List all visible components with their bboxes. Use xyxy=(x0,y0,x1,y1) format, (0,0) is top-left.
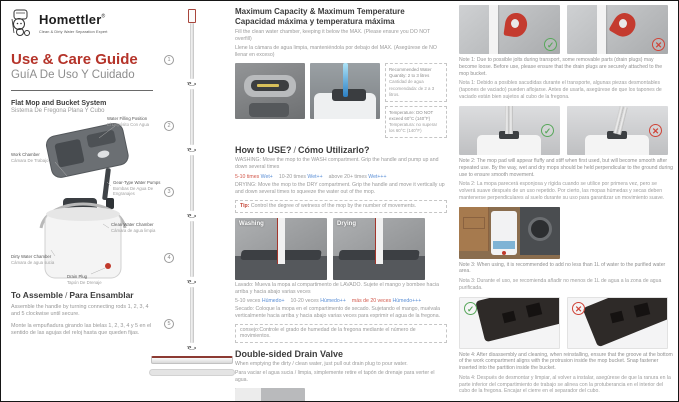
step-number-1: 1 xyxy=(164,55,174,65)
times-value: 5-10 veces xyxy=(235,297,261,304)
max-line-icon xyxy=(257,84,279,87)
wet-level: Wet+++ xyxy=(368,173,387,180)
assemble-section xyxy=(11,290,161,337)
rotate-joint-4 xyxy=(187,277,196,287)
drain-plug-photo xyxy=(235,388,305,402)
assemble-heading-es: Para Ensamblar xyxy=(69,290,134,300)
rotate-arrow-icon: ↻ xyxy=(186,146,198,153)
times-value: 10-20 veces xyxy=(290,297,319,304)
capacity-body-es: Llene la cámara de agua limpia, manteniéndola por debajo del MAX. (Asegúrese de NO llenar en exceso) xyxy=(235,45,437,59)
brand-name: Homettler xyxy=(39,12,102,27)
note-3-es: Nota 3: Durante el uso, se recomienda añadir no menos de 1L de agua a la zona de agua purificada. xyxy=(459,277,662,291)
drain-plug-correct-photo xyxy=(459,5,560,54)
check-icon: ✓ xyxy=(541,124,554,137)
rotate-arrow-icon: ↻ xyxy=(186,278,198,285)
mop-grip-icon xyxy=(188,9,196,23)
wet-level: Wet+ xyxy=(260,173,273,180)
washing-instructions-es: Lavado: Mueva la mopa al compartimento de LAVADO. Sujete el mango y bombee hacia arriba y hacia abajo varias veces xyxy=(235,281,439,295)
pole-segment-4 xyxy=(190,221,194,277)
tip-box xyxy=(235,200,447,213)
bucket-edge-icon xyxy=(489,5,498,54)
wet-level: Húmedo+ xyxy=(261,297,285,304)
mop-pole-icon xyxy=(505,106,513,134)
note-2-en: Note 2: The mop pad will appear fluffy and stiff when first used, but will become smooth after repeated use. By the way, wet and dry mops should be held perpendicular to the ground during use to ensure smooth movement. xyxy=(459,157,673,178)
mop-upright-correct-photo xyxy=(459,106,560,155)
water-pouring-photo xyxy=(310,63,380,119)
temperature-box xyxy=(385,106,447,139)
label-es: Tapón De Drenaje xyxy=(67,279,102,285)
note-3 xyxy=(459,207,673,292)
note-2-es: Nota 2: La mopa parecerá esponjosa y rígida cuando se utilice por primera vez, pero se volverá suave después de un uso repetido. Por cierto, las mopas húmedas y secas deben mantenerse perpendiculares al suelo durante su uso para garantizar un movimiento suave. xyxy=(459,180,665,201)
drain-plug-wrong-photo xyxy=(567,5,668,54)
water-purifier-photo xyxy=(459,207,560,259)
bucket-interior-photo xyxy=(235,63,305,119)
brand-block xyxy=(39,9,108,34)
label-en: Clean Water Chamber xyxy=(111,222,154,227)
page-subtitle: GuíA De Uso Y Cuidado xyxy=(11,69,135,81)
bucket-edge-icon xyxy=(597,5,606,54)
water-quantity-box xyxy=(385,63,447,102)
water-quantity-en: Recommended Water Quantity: 2 to 3 litres xyxy=(389,67,432,79)
tip-label: Tip: xyxy=(240,203,250,210)
step-number-2: 2 xyxy=(164,121,174,131)
times-value: 10-20 times xyxy=(278,173,306,180)
capacity-info-boxes xyxy=(385,63,447,138)
mop-tilted-wrong-photo xyxy=(567,106,668,155)
wet-level: Húmedo+++ xyxy=(392,297,422,304)
times-value: 5-10 times xyxy=(235,173,260,180)
temperature-en: Temperature: DO NOT exceed 60°C (140°F) xyxy=(389,109,434,121)
check-icon: ✓ xyxy=(544,38,557,51)
bucket-diagram xyxy=(11,116,161,286)
registered-mark: ® xyxy=(101,13,106,20)
note-3-en: Note 3: When using, it is recommended to add no less than 1L of water to the purified water area. xyxy=(459,261,666,275)
groove-icon xyxy=(610,310,624,323)
mop-pole-illustration xyxy=(149,9,235,399)
bucket-corner-icon xyxy=(235,388,261,402)
work-compartment-icon xyxy=(582,297,668,347)
assemble-heading xyxy=(11,290,161,300)
note-1 xyxy=(459,5,673,101)
note-2 xyxy=(459,106,673,202)
step-number-3: 3 xyxy=(164,187,174,197)
rotate-joint-1 xyxy=(187,79,196,89)
rotate-joint-3 xyxy=(187,211,196,221)
drying-instructions-es: Secado: Coloque la mopa en el compartimento de secado. Sujetando el mango, muévala verticalmente hacia arriba y hacia abajo varias veces para exprimir el agua de la fregona. xyxy=(235,305,441,319)
capacity-body-en: Fill the clean water chamber, keeping it below the MAX. (Please ensure you DO NOT overfill) xyxy=(235,29,431,43)
pole-segment-3 xyxy=(190,155,194,211)
drain-valve-heading: Double-sided Drain Valve xyxy=(235,348,344,359)
washing-photo-label: Washing xyxy=(239,220,264,227)
left-column xyxy=(11,9,161,337)
wetness-scale-en xyxy=(235,174,447,180)
pole-segment-2 xyxy=(190,89,194,145)
note-4-photos xyxy=(459,297,673,349)
rotate-arrow-icon: ↻ xyxy=(186,80,198,87)
howto-heading-en: How to USE? xyxy=(235,145,292,156)
purifier-tap-icon xyxy=(502,251,506,255)
page-title: Use & Care Guide xyxy=(11,51,138,68)
work-compartment-icon xyxy=(475,297,560,342)
label-es: Cámara de agua limpia xyxy=(111,227,156,233)
cross-icon: ✕ xyxy=(652,38,665,51)
check-icon: ✓ xyxy=(464,302,477,315)
drying-instructions-en: DRYING: Move the mop to the DRY compartment. Grip the handle and move it vertically up and down several times to squeeze the water out of the mop. xyxy=(235,181,445,195)
notes-column xyxy=(459,5,673,400)
groove-icon xyxy=(502,310,516,323)
note-1-photos xyxy=(459,5,673,54)
label-en: Water Filling Position xyxy=(107,116,148,121)
label-en: Drain Plug xyxy=(67,274,88,279)
assemble-body-es: Monte la empuñadura girando las bielas 1, 2, 3, 4 y 5 en el sentido de las agujas del reloj hasta que queden fijas. xyxy=(11,322,152,336)
label-work-chamber xyxy=(11,152,57,163)
plug-hole-icon xyxy=(619,19,627,28)
cross-icon: ✕ xyxy=(572,302,585,315)
cross-icon: ✕ xyxy=(649,124,662,137)
bucket-opening-icon xyxy=(332,89,366,101)
drying-photo-label: Drying xyxy=(337,220,357,227)
note-4-es: Nota 4: Después de desmontar y limpiar, al volver a instalar, asegúrese de que la ranura en la parte inferior del compartimiento de trabajo se alinea con la protuberancia en el interior del cubo de la fregona. Encajar el cierre en el separador del cubo. xyxy=(459,374,671,395)
heading-separator: / xyxy=(64,290,68,300)
label-es: El Depósito Con Agua xyxy=(107,121,150,127)
brand-mascot-icon xyxy=(11,9,35,42)
pole-segment-5 xyxy=(190,287,194,343)
temperature-es: Temperatura: no superar los 60°C (140°F) xyxy=(389,122,438,134)
water-stream-icon xyxy=(343,63,348,97)
drain-body-es: Para vaciar el agua sucia / limpia, simplemente retire el tapón de drenaje para verter el agua. xyxy=(235,369,435,383)
step-number-4: 4 xyxy=(164,253,174,263)
assemble-heading-en: To Assemble xyxy=(11,290,63,300)
note-1-en: Note 1: Due to possible jolts during transport, some removable parts (drain plugs) may become loose. Before use, please ensure that the drain plugs are securely attached to the mop bucket. xyxy=(459,57,663,77)
capacity-heading-es: Capacidad máxima y temperatura máxima xyxy=(235,17,395,26)
wet-level: Húmedo++ xyxy=(320,297,346,304)
mop-pad-icon xyxy=(149,369,235,376)
step-number-5: 5 xyxy=(164,319,174,329)
product-name-es: Sistema De Fregona Plana Y Cubo xyxy=(11,108,105,114)
product-name-en: Flat Mop and Bucket System xyxy=(11,100,107,107)
washing-photo xyxy=(235,218,327,280)
lid-aligned-correct-photo xyxy=(459,297,560,349)
washing-drying-photos xyxy=(235,218,447,280)
note-3-photos xyxy=(459,207,673,259)
brand-header xyxy=(11,9,161,42)
tip-text: Control the degree of wetness of the mop by the number of movements. xyxy=(250,203,417,210)
capacity-photo-row xyxy=(235,63,447,138)
consejo-box: consejo:Controle el grado de humedad de la fregona mediante el número de movimientos. xyxy=(235,324,447,343)
washing-instructions-en: WASHING: Move the mop to the WASH compartment. Grip the handle and pump up and down several times xyxy=(235,157,439,171)
times-value: más de 20 veces xyxy=(351,297,392,304)
wetness-scale-es xyxy=(235,298,447,304)
water-quantity-es: Cantidad de agua recomendada: de 2 a 3 litros. xyxy=(389,79,435,97)
heading-separator: / xyxy=(293,145,297,156)
label-dirty-water-chamber xyxy=(11,254,57,265)
note-2-photos xyxy=(459,106,673,155)
bucket-base-icon xyxy=(249,103,289,117)
rotate-arrow-icon: ↻ xyxy=(186,212,198,219)
mop-pole-icon xyxy=(277,218,285,264)
divider xyxy=(11,90,153,91)
cabinet-panel-icon xyxy=(463,217,485,229)
label-en: Work Chamber xyxy=(11,152,40,157)
pole-segment-1 xyxy=(190,23,194,79)
cabinet-icon xyxy=(459,207,489,251)
label-es: Bombas De Agua De Engranajes xyxy=(113,185,154,197)
mop-pole-icon xyxy=(375,218,383,264)
drying-photo xyxy=(333,218,425,280)
label-es: Cámara De Trabajo xyxy=(11,157,49,163)
label-en: Dirty Water Chamber xyxy=(11,254,52,259)
howto-heading xyxy=(235,145,447,155)
wet-level: Wet++ xyxy=(307,173,323,180)
note-4 xyxy=(459,297,673,396)
label-es: Cámara de agua sucia xyxy=(11,259,55,265)
rotate-arrow-icon: ↻ xyxy=(186,344,198,351)
mop-stack xyxy=(149,9,235,376)
rotate-joint-5 xyxy=(187,343,196,353)
note-1-es: Nota 1: Debido a posibles sacudidas durante el transporte, algunas piezas desmontables (tapones de vaciado) pueden aflojarse. Antes de usarla, asegúrese de que los tapones de vaciado están bien sujetos al cubo de la fregona. xyxy=(459,80,662,100)
mop-head-icon xyxy=(151,356,233,364)
plug-hole-icon xyxy=(511,19,519,28)
washer-door-icon xyxy=(528,217,552,241)
brand-tagline: Clean & Dirty Water Separation Expert xyxy=(39,30,108,34)
drain-body-en: When emptying the dirty / clean water, just pull out drain plug to pour water. xyxy=(235,360,408,367)
howto-heading-es: Cómo Utilizarlo? xyxy=(298,145,370,156)
lid-misaligned-wrong-photo xyxy=(567,297,668,349)
times-value: above 20+ times xyxy=(328,173,367,180)
note-4-en: Note 4: After disassembly and cleaning, when reinstalling, ensure that the groove at the bottom of the work compartment aligns with the protrusion inside the mop bucket. Snap fastener inserted into the partition inside the bucket. xyxy=(459,351,673,372)
capacity-heading-en: Maximum Capacity & Maximum Temperature xyxy=(235,7,405,16)
rotate-joint-2 xyxy=(187,145,196,155)
label-en: Gear-Type Water Pumps xyxy=(113,180,161,185)
label-drain-plug xyxy=(67,274,123,285)
middle-column xyxy=(235,7,447,402)
assemble-body-en: Assemble the handle by turning connecting rods 1, 2, 3, 4 and 5 clockwise until secure. xyxy=(11,304,149,318)
purifier-label-icon xyxy=(493,241,515,249)
